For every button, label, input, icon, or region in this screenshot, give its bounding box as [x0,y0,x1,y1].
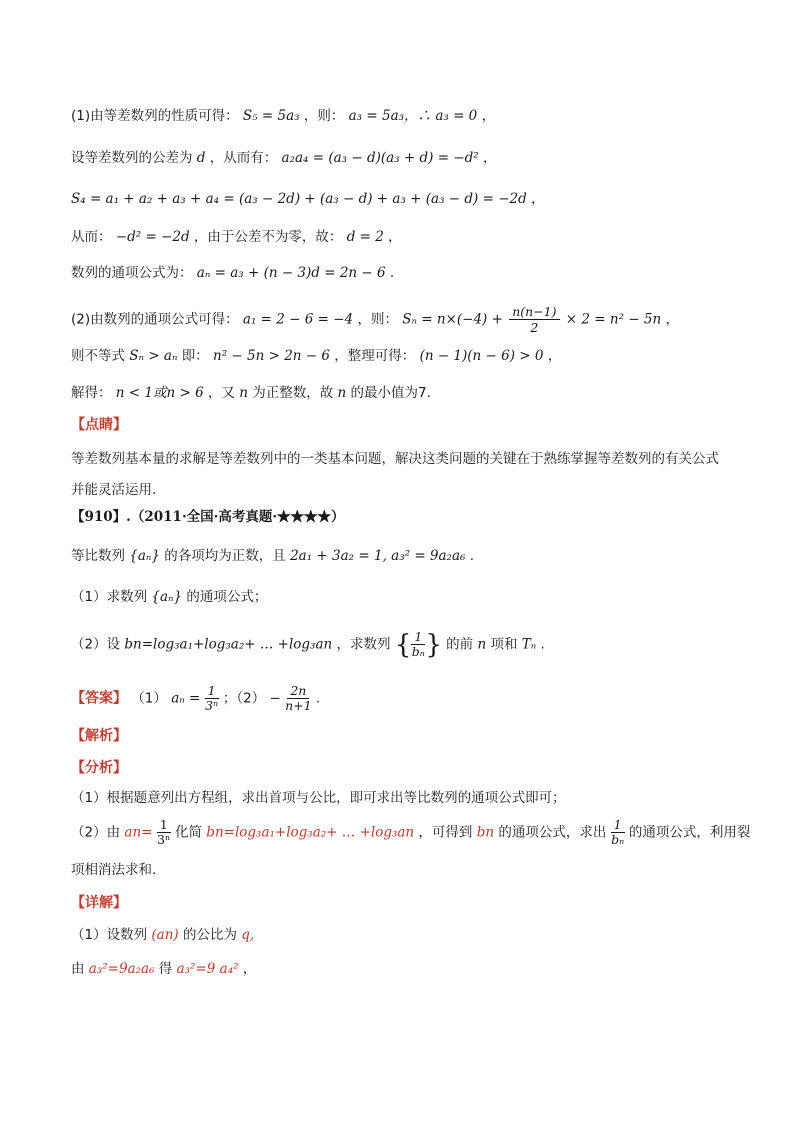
text: 从而： [71,229,112,245]
math: {aₙ} [151,589,183,605]
text: ，则： [357,311,398,328]
text: ，则： [303,108,345,124]
math: bn=log₃a₁+log₃a₂+ … +log₃an [124,636,333,653]
text: 则不等式 [71,348,125,364]
text: ；（2） [222,690,266,707]
math: {aₙ} [129,548,160,564]
fraction [205,684,219,713]
comment-label [71,415,127,435]
text: 的通项公式，利用裂 [628,824,751,841]
solution2-line-3 [71,383,431,403]
text: 的通项公式，求出 [498,824,607,841]
fraction-numerator: 2n [287,684,309,699]
math: bn [476,824,495,841]
section-label: 【分析】 [71,760,127,776]
solution-line-3 [71,189,545,209]
fraction-denominator: bₙ [611,832,625,847]
text: ，又 [207,385,235,401]
text: ， [388,229,402,245]
fraction-denominator: 2 [530,320,539,335]
text: 即： [181,348,209,364]
solution-line-5 [71,263,394,283]
text: ，整理可得： [334,348,416,364]
text: 解得： [71,385,112,401]
text: （2）设 [71,636,121,653]
text: . [389,265,395,281]
math: × 2 = n² − 5n [565,311,662,328]
fraction-numerator: 1 [411,630,425,645]
text: . [469,548,475,564]
analysis-label [71,726,127,746]
text: 的通项公式； [186,589,268,605]
math: −d² = −2d [115,229,190,245]
text: 设等差数列的公差为 [71,150,193,166]
math: n [337,385,347,401]
math: a₃²=9 a₄² [176,961,239,977]
fraction [509,304,559,335]
section-label: 【答案】 [71,690,127,707]
text: ，从而有： [209,150,278,166]
text: ， [547,348,562,364]
math: Tₙ [521,636,537,653]
right-brace: } [425,629,442,660]
math: an= [124,824,153,841]
text: 由 [71,961,85,977]
math: n < 1或n > 6 [115,385,204,401]
math: a₃ = 5a₃，∴ a₃ = 0 [348,108,478,124]
text: ， [531,191,545,207]
text: 的最小值为7. [350,385,431,401]
text: ，由于公差不为零，故： [193,229,343,245]
left-brace: { [394,629,412,660]
text: 项和 [490,636,518,653]
fenxi-label [71,758,127,778]
fraction-denominator: 3ⁿ [205,698,219,713]
fraction-numerator: 1 [205,684,219,699]
text: 为正整数，故 [252,385,334,401]
math: d [196,150,206,166]
text: (1)由等差数列的性质可得： [71,108,239,124]
text: 的各项均为正数，且 [164,548,286,564]
section-label: 【解析】 [71,728,127,744]
solution2-line-2 [71,346,561,366]
text: （1）求数列 [71,589,148,605]
math: a₃²=9a₂a₆ [88,961,155,977]
math: q, [241,927,255,943]
math: Sₙ > aₙ [129,348,178,364]
section-label: 【点睛】 [71,417,127,433]
fraction-numerator: n(n−1) [509,304,559,320]
text: 的公比为 [182,927,237,943]
math: S₅ = 5a₃ [242,108,300,124]
solution-line-2 [71,148,496,168]
text: ，求数列 [336,636,391,653]
solution-line-4 [71,227,402,247]
detail-label [71,893,127,913]
math: Sₙ = n×(−4) + [402,311,503,328]
text: . [315,690,321,707]
math: aₙ = a₃ + (n − 3)d = 2n − 6 [196,265,386,281]
math: n [239,385,248,401]
text: 等比数列 [71,548,125,564]
solution-line-1 [71,106,495,126]
text: (2)由数列的通项公式可得： [71,311,239,328]
text: ，可得到 [418,824,473,841]
math: aₙ = [171,690,201,707]
analysis-line-2 [71,818,750,854]
detail-line-2 [71,959,256,979]
text: （1） [131,690,167,707]
text: （2）由 [71,824,121,841]
math: bn=log₃a₁+log₃a₂+ … +log₃an [206,824,415,841]
text: ， [481,108,496,124]
question-header-text: 【910】.（2011·全国·高考真题·★★★★） [71,509,345,525]
math: (an) [151,927,179,943]
fraction [411,630,425,659]
analysis-line-1: （1）根据题意列出方程组，求出首项与公比，即可求出等比数列的通项公式即可； [71,790,566,806]
fraction [285,684,311,713]
math: − [269,690,281,707]
detail-line-1 [71,925,254,945]
section-label: 【详解】 [71,895,127,911]
fraction [611,818,625,847]
fraction-denominator: bₙ [411,644,425,659]
text: 数列的通项公式为： [71,265,193,281]
text: ， [482,150,497,166]
text: . [540,636,545,653]
math: n² − 5n > 2n − 6 [213,348,330,364]
question-part-1 [71,587,267,607]
math: a₁ = 2 − 6 = −4 [242,311,354,328]
fraction-numerator: 1 [611,818,625,833]
fraction-numerator: 1 [157,818,171,833]
question-part-2 [71,630,545,664]
text: 得 [158,961,173,977]
text: （1）设数列 [71,927,148,943]
text: 化简 [175,824,202,841]
text: ， [665,311,679,328]
fraction [157,818,171,847]
analysis-line-3: 项相消法求和. [71,862,157,878]
question-header [71,507,345,527]
math: n [477,636,487,653]
math: a₂a₄ = (a₃ − d)(a₃ + d) = −d² [281,150,479,166]
braced-fraction [395,630,442,659]
text: ， [242,961,257,977]
question-stem [71,546,474,566]
math: 2a₁ + 3a₂ = 1, a₃² = 9a₂a₆ [290,548,466,564]
fraction-denominator: n+1 [285,698,312,713]
answer-line [71,684,320,718]
math: S₄ = a₁ + a₂ + a₃ + a₄ = (a₃ − 2d) + (a₃ − d) + a₃ + (a₃ − d) = −2d [71,191,527,207]
text: 的前 [446,636,474,653]
comment-text: 等差数列基本量的求解是等差数列中的一类基本问题，解决这类问题的关键在于熟练掌握等差数列的有关公式并能灵活运用. [71,451,719,498]
solution2-line-1 [71,304,679,336]
fraction-denominator: 3ⁿ [157,832,171,847]
math: d = 2 [346,229,384,245]
math: (n − 1)(n − 6) > 0 [419,348,544,364]
